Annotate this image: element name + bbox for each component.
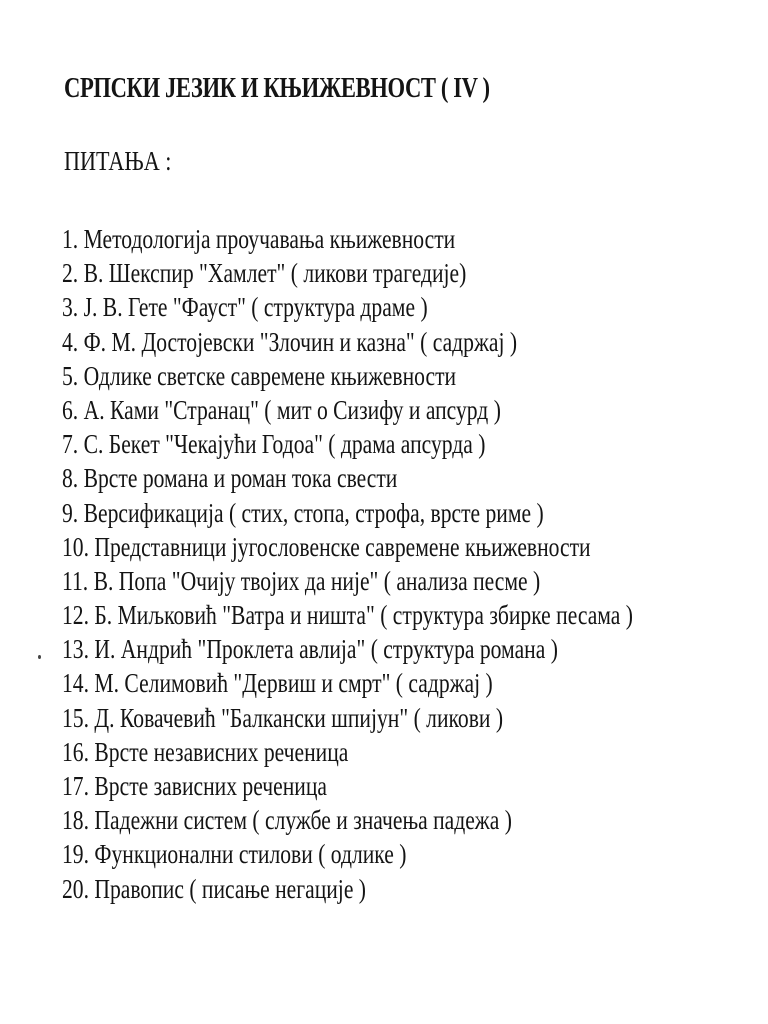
question-item-10: 10. Представници југословенске савремене књижевности xyxy=(62,531,591,562)
question-item-12: 12. Б. Миљковић "Ватра и ништа" ( структура збирке песама ) xyxy=(62,600,633,631)
question-item-20: 20. Правопис ( писање негације ) xyxy=(62,873,366,904)
question-item-14: 14. М. Селимовић "Дервиш и смрт" ( садржај ) xyxy=(62,668,493,699)
question-item-1: 1. Методологија проучавања књижевности xyxy=(62,224,456,254)
scan-speck xyxy=(38,655,41,659)
document-title: СРПСКИ ЈЕЗИК И КЊИЖЕВНОСТ ( IV ) xyxy=(64,72,490,104)
question-item-17: 17. Врсте зависних реченица xyxy=(62,771,327,801)
question-item-8: 8. Врсте романа и роман тока свести xyxy=(62,463,398,494)
question-item-11: 11. В. Попа "Очију твојих да није" ( анализа песме ) xyxy=(62,565,541,596)
question-item-19: 19. Функционални стилови ( одлике ) xyxy=(62,839,407,870)
question-item-16: 16. Врсте независних реченица xyxy=(62,736,349,767)
questions-heading: ПИТАЊА : xyxy=(64,146,172,176)
question-item-18: 18. Падежни систем ( службе и значења падежа ) xyxy=(62,805,512,836)
question-item-6: 6. А. Ками "Странац" ( мит о Сизифу и апсурд ) xyxy=(62,394,501,425)
question-item-2: 2. В. Шекспир "Хамлет" ( ликови трагедије) xyxy=(62,258,467,289)
question-item-4: 4. Ф. М. Достојевски "Злочин и казна" ( садржај ) xyxy=(62,326,518,357)
question-item-3: 3. Ј. В. Гете "Фауст" ( структура драме ) xyxy=(62,292,428,323)
questions-list xyxy=(62,222,768,906)
question-item-5: 5. Одлике светске савремене књижевности xyxy=(62,360,457,391)
question-item-15: 15. Д. Ковачевић "Балкански шпијун" ( ликови ) xyxy=(62,702,504,733)
question-item-13: 13. И. Андрић "Проклета авлија" ( структура романа ) xyxy=(62,634,558,665)
question-item-7: 7. С. Бекет "Чекајући Годоа" ( драма апсурда ) xyxy=(62,429,486,460)
question-item-9: 9. Версификација ( стих, стопа, строфа, врсте риме ) xyxy=(62,497,544,528)
